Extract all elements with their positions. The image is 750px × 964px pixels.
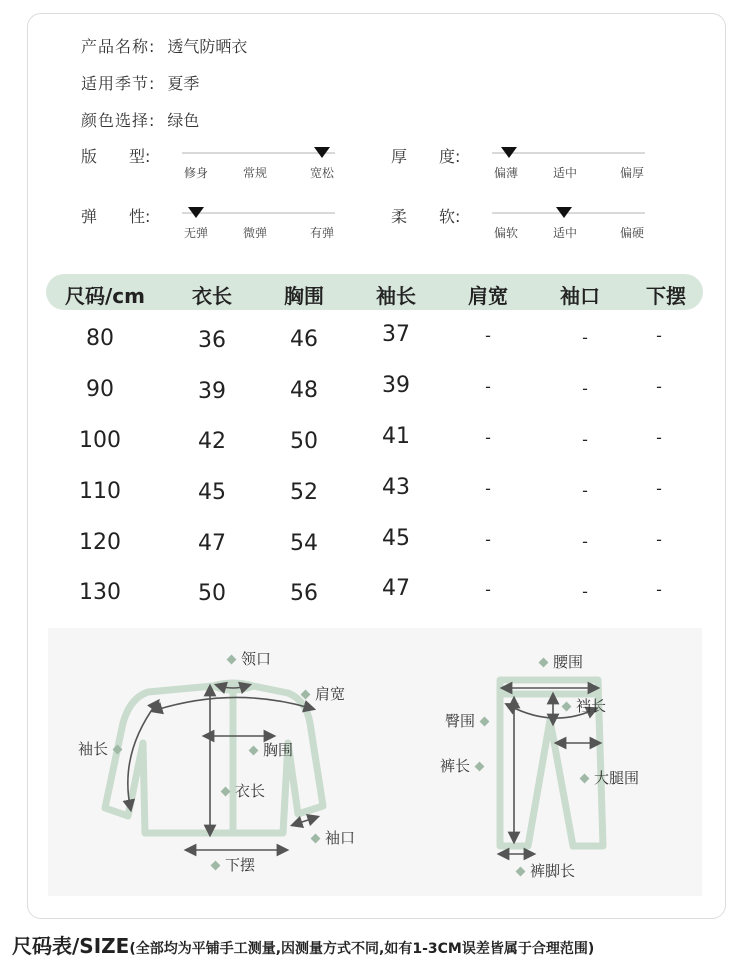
cell-shoulder: -: [485, 479, 491, 498]
softness-label: 柔 软:: [391, 207, 461, 226]
hem-text: 下摆: [225, 856, 256, 874]
cell-shoulder: -: [485, 377, 491, 396]
diamond-icon: [580, 774, 590, 784]
cell-size: 100: [79, 428, 121, 453]
cell-size: 80: [86, 326, 114, 351]
cell-chest: 52: [290, 480, 318, 505]
cell-length: 36: [198, 328, 226, 353]
cuff-text: 袖口: [325, 829, 356, 847]
diamond-icon: [113, 745, 123, 755]
color-label: 颜色选择:: [81, 111, 156, 130]
cell-size: 110: [79, 479, 121, 504]
elasticity-option-1: 无弹: [183, 226, 209, 240]
footer-note: (全部均为平铺手工测量,因测量方式不同,如有1-3CM误差皆属于合理范围): [129, 941, 595, 957]
diamond-icon: [301, 690, 311, 700]
diamond-icon: [311, 834, 321, 844]
cell-cuff: -: [582, 430, 588, 449]
thickness-label: 厚 度:: [391, 147, 461, 166]
elasticity-scale-line: [182, 212, 335, 214]
cell-sleeve: 43: [382, 475, 410, 500]
cell-hem: -: [656, 530, 662, 549]
elasticity-label: 弹 性:: [81, 207, 151, 226]
diamond-icon: [480, 717, 490, 727]
cell-cuff: -: [582, 481, 588, 500]
elasticity-marker-icon: [188, 207, 204, 218]
header-shoulder: 肩宽: [468, 284, 508, 308]
cell-cuff: -: [582, 532, 588, 551]
diamond-icon: [211, 861, 221, 871]
color-value: 绿色: [167, 111, 200, 130]
diamond-icon: [516, 867, 526, 877]
pants-length-label: [440, 755, 489, 776]
shoulder-text: 肩宽: [315, 685, 346, 703]
cell-sleeve: 47: [382, 576, 410, 601]
cell-shoulder: -: [485, 530, 491, 549]
product-name-value: 透气防晒衣: [167, 37, 248, 56]
rise-text: 裆长: [576, 697, 607, 715]
fit-option-1: 修身: [183, 166, 209, 180]
garment-illustration: [48, 628, 702, 896]
fit-label: 版 型:: [81, 147, 151, 166]
chest-text: 胸围: [263, 741, 294, 759]
softness-option-2: 适中: [552, 226, 578, 240]
cell-chest: 56: [290, 581, 318, 606]
fit-marker-icon: [314, 147, 330, 158]
diamond-icon: [249, 746, 259, 756]
cell-hem: -: [656, 428, 662, 447]
elasticity-option-2: 微弹: [242, 226, 268, 240]
thickness-option-3: 偏厚: [619, 166, 645, 180]
diamond-icon: [539, 658, 549, 668]
hip-label: [445, 710, 494, 731]
measurement-diagram: [48, 628, 702, 896]
waist-label: [534, 651, 583, 672]
chest-label: [244, 739, 293, 760]
cell-hem: -: [656, 479, 662, 498]
elasticity-option-3: 有弹: [309, 226, 335, 240]
diamond-icon: [475, 762, 485, 772]
cell-sleeve: 45: [382, 526, 410, 551]
shoulder-label: [296, 683, 345, 704]
header-length: 衣长: [192, 284, 232, 308]
cell-sleeve: 37: [382, 322, 410, 347]
cell-chest: 50: [290, 429, 318, 454]
sleeve-label: [78, 738, 127, 759]
product-name-label: 产品名称:: [81, 37, 156, 56]
cell-size: 90: [86, 377, 114, 402]
cuff-label: [306, 827, 355, 848]
pants-length-text: 裤长: [440, 757, 471, 775]
waist-text: 腰围: [553, 653, 584, 671]
sleeve-text: 袖长: [78, 740, 109, 758]
fit-scale-line: [182, 152, 335, 154]
diamond-icon: [562, 702, 572, 712]
header-sleeve: 袖长: [376, 284, 416, 308]
cell-shoulder: -: [485, 580, 491, 599]
cell-size: 120: [79, 530, 121, 555]
rise-label: [557, 695, 606, 716]
fit-option-2: 常规: [242, 166, 268, 180]
leg-opening-label: [511, 860, 575, 881]
cell-hem: -: [656, 326, 662, 345]
cell-size: 130: [79, 580, 121, 605]
cell-length: 50: [198, 581, 226, 606]
cell-length: 47: [198, 531, 226, 556]
cell-chest: 48: [290, 378, 318, 403]
season-label: 适用季节:: [81, 74, 156, 93]
product-name-row: [81, 34, 247, 57]
cell-hem: -: [656, 580, 662, 599]
thigh-label: [575, 767, 639, 788]
cell-cuff: -: [582, 379, 588, 398]
hip-text: 臀围: [445, 712, 476, 730]
thickness-marker-icon: [501, 147, 517, 158]
length-label: [216, 780, 265, 801]
softness-marker-icon: [556, 207, 572, 218]
header-cuff: 袖口: [560, 284, 600, 308]
cell-shoulder: -: [485, 326, 491, 345]
thickness-option-1: 偏薄: [493, 166, 519, 180]
hem-label: [206, 854, 255, 875]
cell-sleeve: 39: [382, 373, 410, 398]
cell-chest: 46: [290, 327, 318, 352]
cell-chest: 54: [290, 531, 318, 556]
cell-cuff: -: [582, 328, 588, 347]
thickness-option-2: 适中: [552, 166, 578, 180]
header-chest: 胸围: [284, 284, 324, 308]
collar-text: 领口: [241, 650, 272, 668]
header-size: 尺码/cm: [65, 284, 145, 308]
diamond-icon: [227, 655, 237, 665]
cell-shoulder: -: [485, 428, 491, 447]
leg-opening-text: 裤脚长: [530, 862, 576, 880]
collar-label: [222, 648, 271, 669]
softness-option-3: 偏硬: [619, 226, 645, 240]
cell-hem: -: [656, 377, 662, 396]
thigh-text: 大腿围: [594, 769, 640, 787]
cell-length: 42: [198, 429, 226, 454]
fit-option-3: 宽松: [309, 166, 335, 180]
cell-cuff: -: [582, 582, 588, 601]
cell-sleeve: 41: [382, 424, 410, 449]
cell-length: 45: [198, 480, 226, 505]
length-text: 衣长: [235, 782, 266, 800]
color-row: [81, 108, 199, 131]
footer-title: 尺码表/SIZE: [12, 934, 130, 958]
header-hem: 下摆: [646, 284, 686, 308]
softness-option-1: 偏软: [493, 226, 519, 240]
cell-length: 39: [198, 379, 226, 404]
footer-caption: [12, 930, 594, 959]
season-row: [81, 71, 199, 94]
diamond-icon: [221, 787, 231, 797]
season-value: 夏季: [167, 74, 200, 93]
